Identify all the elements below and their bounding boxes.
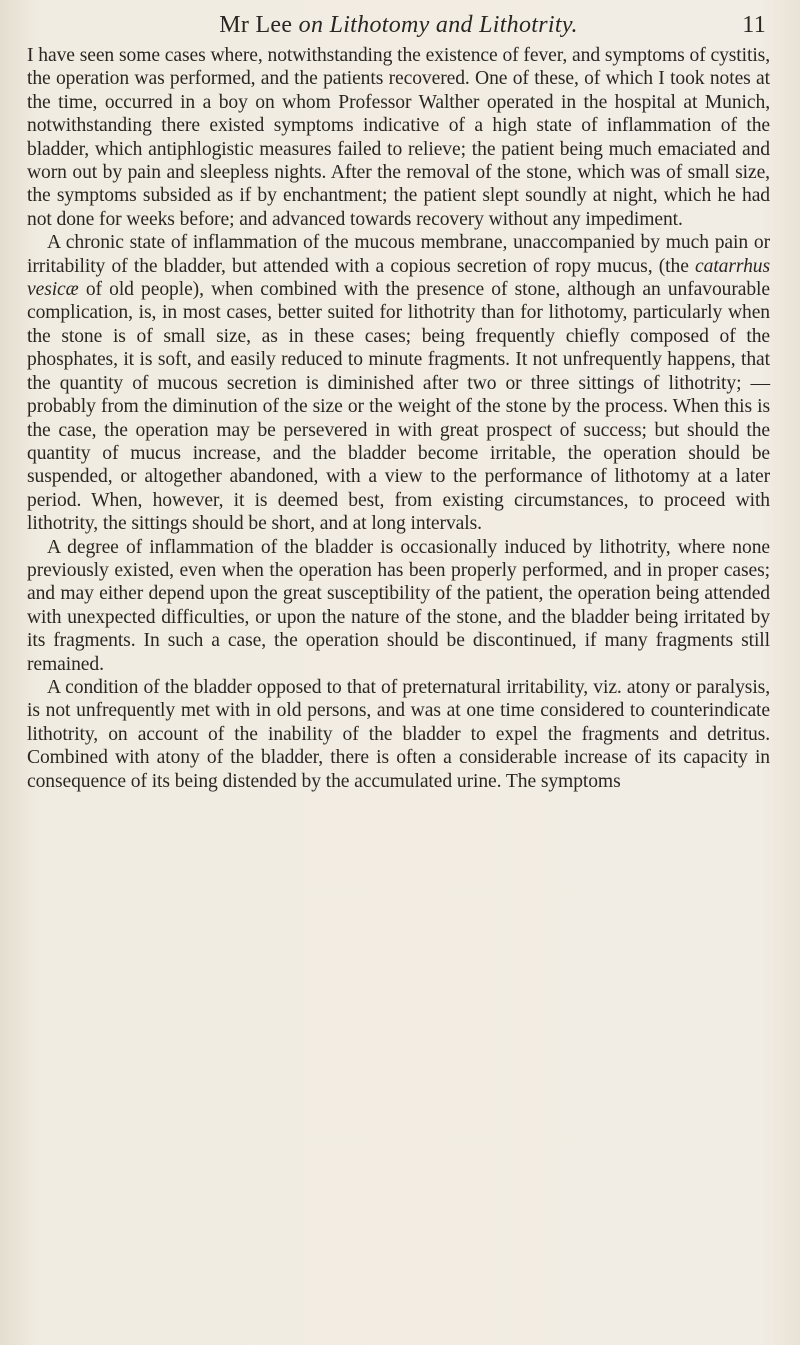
paragraph-2-before: A chronic state of inflammation of the mucous membrane, unaccompanied by much pain or irritability of the bladder, but attended with a copious secretion of ropy mucus, (the	[27, 232, 770, 277]
paragraph-1: I have seen some cases where, notwithstanding the existence of fever, and symptoms of cystitis, the operation was performed, and the patients recovered. One of these, of which I took notes at the time, occurred in a boy on whom Professor Walther operated in the hospital at Munich, notwithstanding there existed symptoms indicative of a high state of inflammation of the bladder, which antiphlogistic measures failed to relieve; the patient being much emaciated and worn out by pain and sleepless nights. After the removal of the stone, which was of small size, the symptoms subsided as if by enchantment; the patient slept soundly at night, which he had not done for weeks before; and advanced towards recovery without any impediment.	[27, 45, 770, 230]
page-number: 11	[742, 12, 766, 38]
header-title: Lithotomy and Lithotrity.	[329, 12, 578, 38]
paragraph-3: A degree of inflammation of the bladder is occasionally induced by lithotrity, where none previously existed, even when the operation has been properly performed, and in proper cases; and may either depend upon the great susceptibility of the patient, the operation being attended with unexpected difficulties, or upon the nature of the stone, and the bladder being irritated by its fragments. In such a case, the operation should be discontinued, if many fragments still remained.	[27, 536, 770, 675]
header-author: Mr Lee	[219, 12, 293, 38]
paragraph-2-italic-term: catarrhus vesicæ	[27, 255, 770, 301]
paragraph-2-after: of old people), when combined with the presence of stone, although an unfavourable complication, is, in most cases, better suited for lithotrity than for lithotomy, particularly when the stone is of small size, as in these cases; being frequently chiefly composed of the phosphates, it is soft, and easily reduced to minute fragments. It not unfrequently happens, that the quantity of mucous secretion is diminished after two or three sittings of lithotrity; —probably from the diminution of the size or the weight of the stone by the process. When this is the case, the operation may be persevered in with great prospect of success; but should the quantity of mucus increase, and the bladder become irritable, the operation should be suspended, or altogether abandoned, with a view to the performance of lithotomy at a later period. When, however, it is deemed best, from existing circumstances, to proceed with lithotrity, the sittings should be short, and at long intervals.	[27, 279, 770, 535]
paragraph-2	[27, 231, 770, 535]
header-on: on	[298, 12, 324, 38]
paragraph-4: A condition of the bladder opposed to that of preternatural irritability, viz. atony or paralysis, is not unfrequently met with in old persons, and was at one time considered to counterindicate lithotrity, on account of the inability of the bladder to expel the fragments and detritus. Combined with atony of the bladder, there is often a considerable increase of its capacity in consequence of its being distended by the accumulated urine. The symptoms	[27, 676, 770, 792]
body-text	[27, 44, 770, 793]
running-head	[27, 8, 770, 44]
